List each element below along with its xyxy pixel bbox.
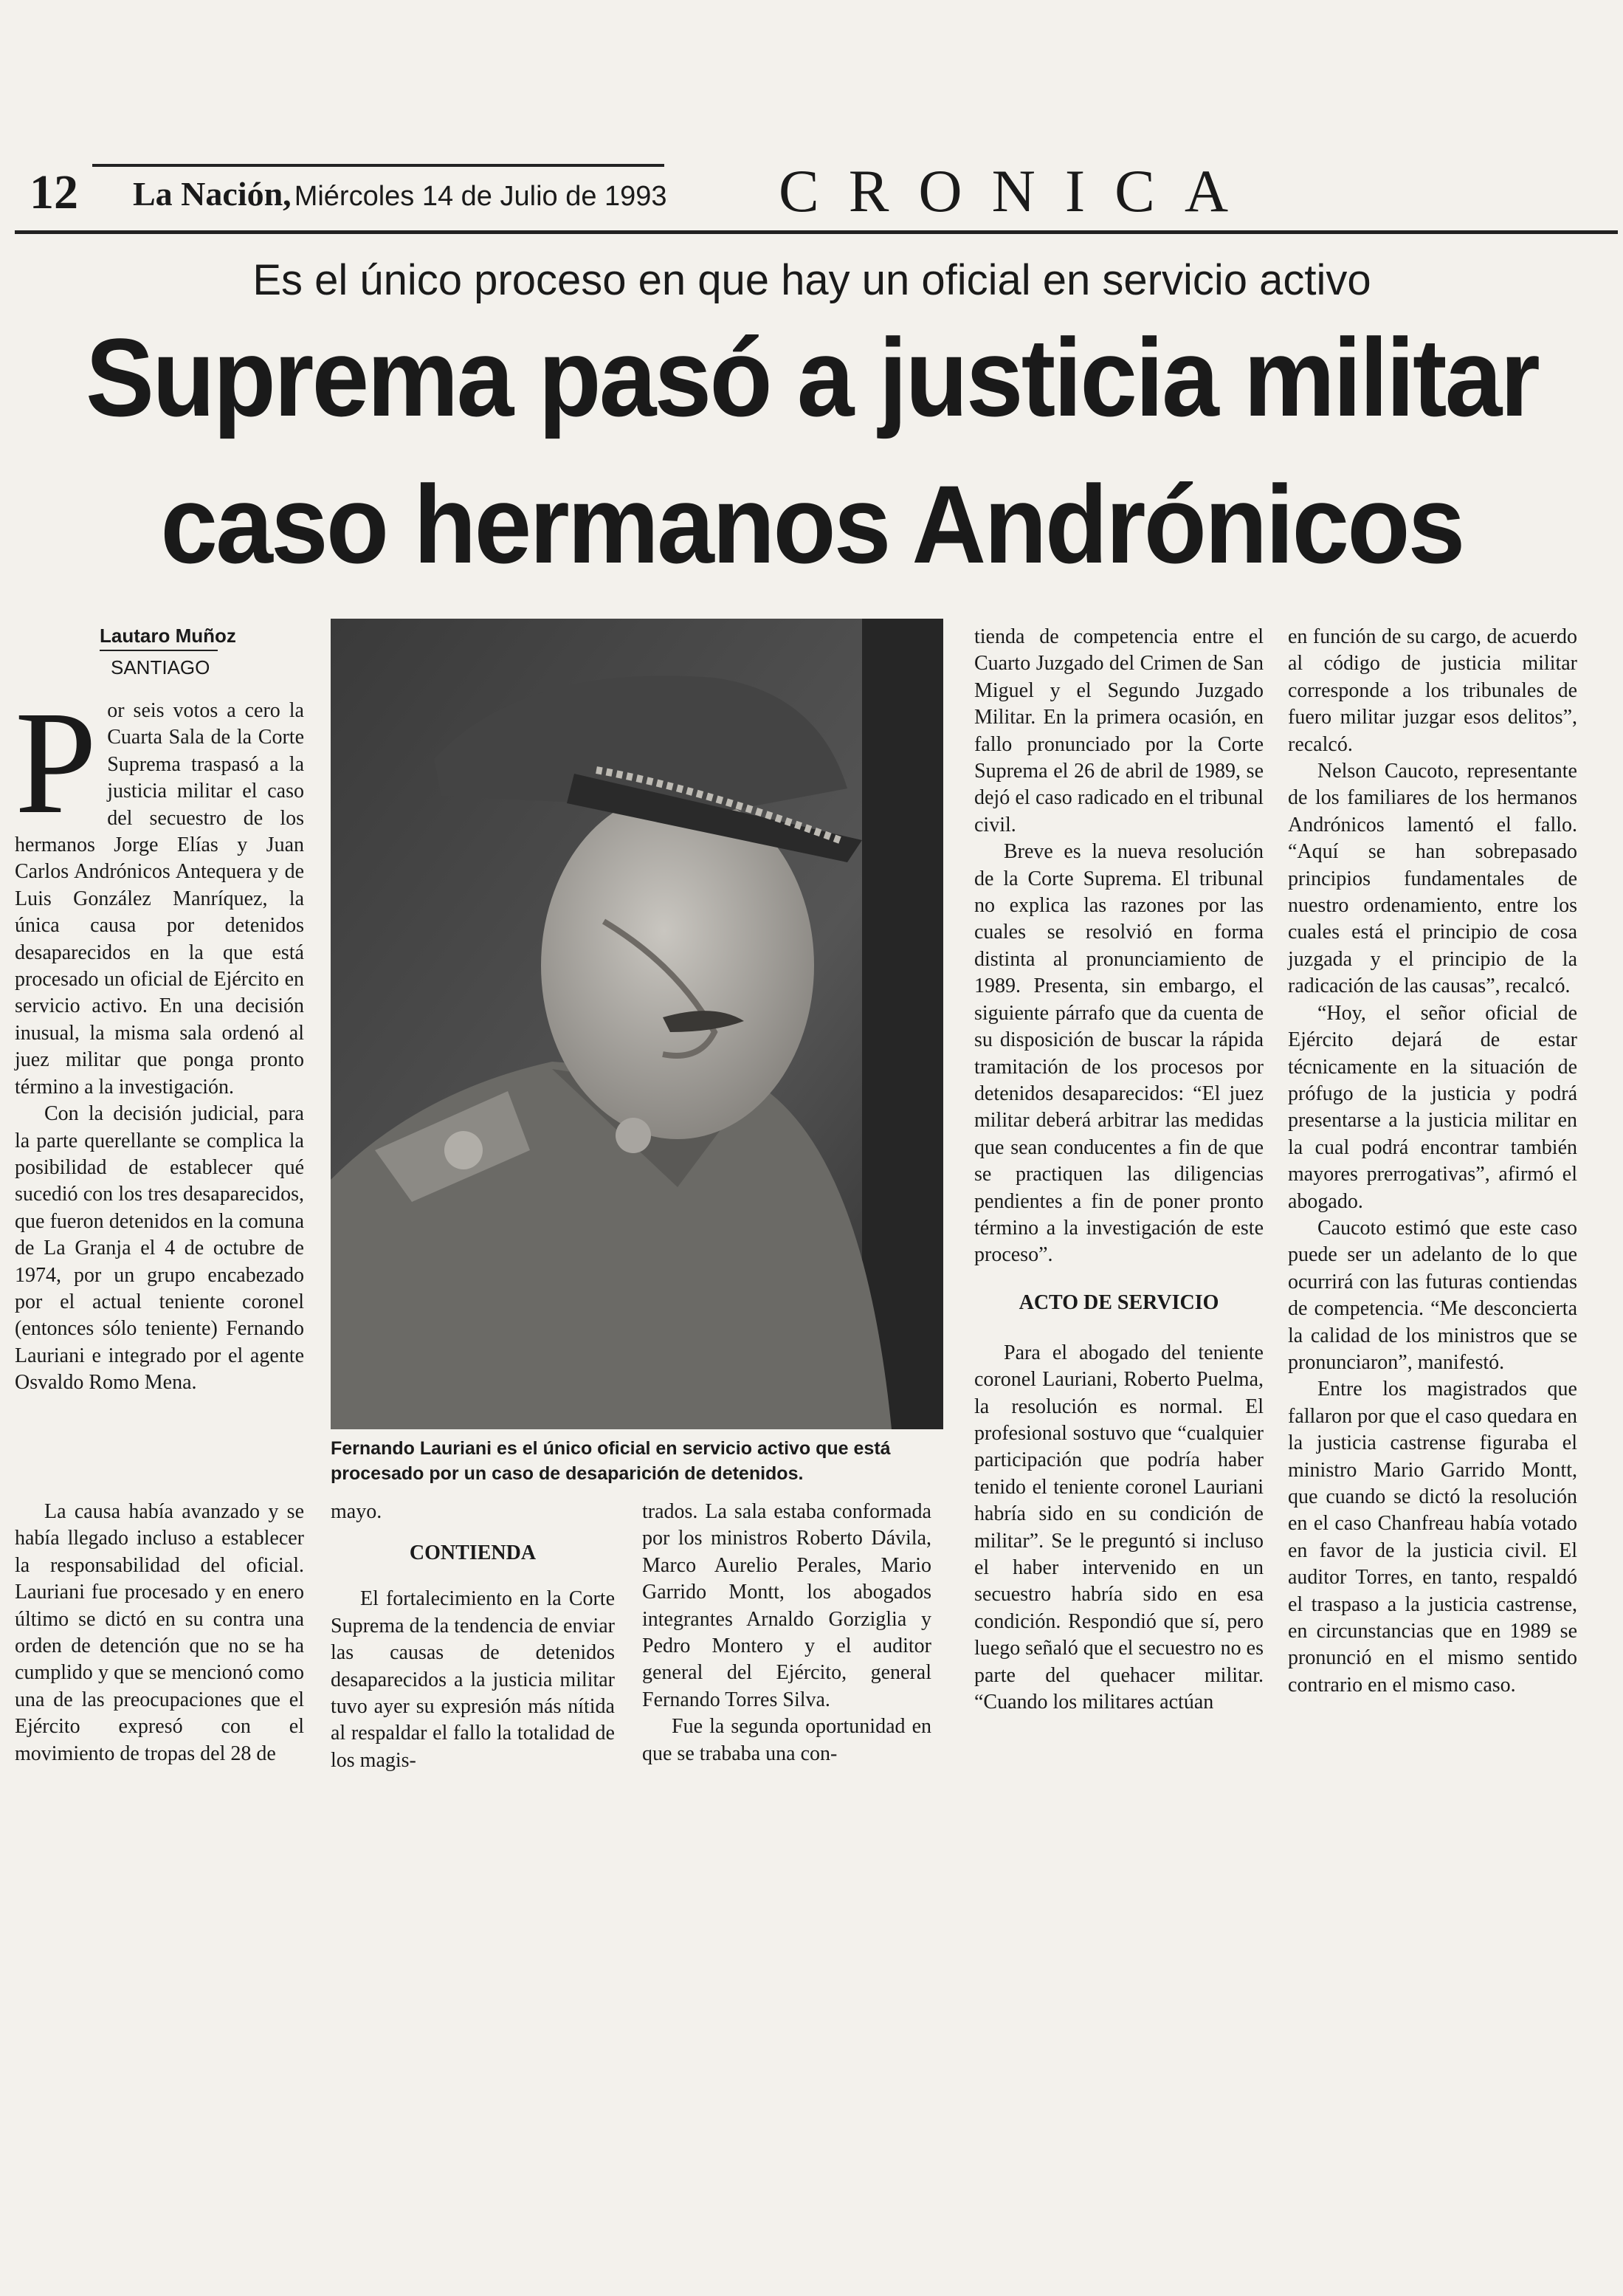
subhead-contienda: CONTIENDA (409, 1541, 537, 1565)
headline-line-2: caso hermanos Andrónicos (160, 462, 1464, 586)
paragraph: “Hoy, el señor oficial de Ejército dejará de estar técnicamente en la situación de prófugo de la justicia y podrá presentarse a la justicia militar en la cual podrá encontrar también mayores prerrogativas”, afirmó el abogado. (1288, 1001, 1577, 1213)
byline-place: SANTIAGO (111, 656, 210, 678)
officer-portrait-image (331, 619, 943, 1429)
issue-date: Miércoles 14 de Julio de 1993 (294, 181, 667, 212)
column-1-top (15, 681, 304, 1397)
paragraph: or seis votos a cero la Cuarta Sala de la Corte Suprema traspasó a la justicia militar el caso del secuestro de los hermanos Jorge Elías y Juan Carlos Andrónicos Antequera y de Luis González Manríquez, la única causa por detenidos desaparecidos en la que está procesado un oficial de Ejército en servicio activo. En una decisión inusual, la misma sala ordenó al juez militar que ponga pronto término a la investigación. (15, 699, 304, 1099)
section-name: CRONICA (779, 157, 1258, 224)
paragraph: Entre los magistrados que fallaron por que el caso quedara en la justicia castrense figuraba el ministro Mario Garrido Montt, que cuando se dictó la resolución en el caso Chanfreau había votado en favor de la justicia civil. El auditor Torres, en tanto, respaldó el traspaso a la justicia castrense, en circunstancias que en 1989 se pronunció en el mismo sentido contrario en el mismo caso. (1288, 1378, 1577, 1697)
paragraph: trados. La sala estaba conformada por los ministros Roberto Dávila, Marco Aurelio Perales, Mario Garrido Montt, los abogados integrantes Arnaldo Gorziglia y Pedro Montero y el auditor general del Ejército, general Fernando Torres Silva. (642, 1500, 931, 1711)
byline-author: Lautaro Muñoz (100, 625, 236, 647)
paragraph: Nelson Caucoto, representante de los familiares de los hermanos Andrónicos lamentó el fallo. “Aquí se han sobrepasado principios fundamentales de nuestro ordenamiento, entre los cuales está el principio de cosa juzgada y el principio de la radicación de las causas”, recalcó. (1288, 760, 1577, 998)
column-1-bottom (15, 1499, 304, 1767)
column-3 (642, 1499, 931, 1767)
masthead-bottom-rule (15, 230, 1618, 234)
kicker: Es el único proceso en que hay un oficial en servicio activo (252, 256, 1371, 304)
page-number: 12 (30, 165, 78, 219)
paragraph: El fortalecimiento en la Corte Suprema de la tendencia de enviar las causas de detenidos desaparecidos a la justicia militar tuvo ayer su expresión más nítida al respaldar el fallo la totalidad de los magis- (331, 1587, 615, 1772)
paper-name: La Nación, (133, 175, 292, 213)
paragraph: Con la decisión judicial, para la parte querellante se complica la posibilidad de establecer qué sucedió con los tres desaparecidos, que fueron detenidos en la comuna de La Granja el 4 de octubre de 1974, por un grupo encabezado por el actual teniente coronel (entonces sólo teniente) Fernando Lauriani e integrado por el agente Osvaldo Romo Mena. (15, 1102, 304, 1395)
byline-rule (100, 650, 218, 651)
column-5 (1288, 624, 1577, 1699)
paragraph: La causa había avanzado y se había llegado incluso a establecer la responsabilidad del oficial. Lauriani fue procesado y en enero último se dictó en su contra una orden de detención que no se ha cumplido y que se mencionó como una de las preocupaciones que el Ejército expresó con el movimiento de tropas del 28 de (15, 1500, 304, 1765)
column-4 (974, 624, 1264, 1716)
paragraph: Caucoto estimó que este caso puede ser un adelanto de lo que ocurrirá con las futuras contiendas de competencia. “Me desconcierta la calidad de los ministros que se pronunciaron”, manifestó. (1288, 1216, 1577, 1374)
headline-line-1: Suprema pasó a justicia militar (85, 315, 1538, 439)
officer-photo (331, 619, 943, 1429)
column-2 (331, 1499, 615, 1774)
paragraph: Fue la segunda oportunidad en que se trababa una con- (642, 1715, 931, 1765)
paragraph: Breve es la nueva resolución de la Corte Suprema. El tribunal no explica las razones por las cuales se resolvió en forma distinta al pronunciamiento de 1989. Presenta, sin embargo, el siguiente párrafo que da cuenta de su disposición de buscar la rápida tramitación de los procesos por detenidos desaparecidos: “El juez militar deberá arbitrar las medidas que sean conducentes a fin de que se practiquen las diligencias pendientes a fin de poner pronto término a la investigación de este proceso”. (974, 840, 1264, 1267)
paragraph: tienda de competencia entre el Cuarto Juzgado del Crimen de San Miguel y el Segundo Juzgado Militar. En la primera ocasión, en fallo pronunciado por la Corte Suprema el 26 de abril de 1989, se dejó el caso radicado en el tribunal civil. (974, 625, 1264, 836)
paragraph: mayo. (331, 1500, 382, 1523)
photo-caption: Fernando Lauriani es el único oficial en servicio activo que está procesado por un caso de desaparición de detenidos. (331, 1438, 891, 1484)
drop-cap: P (15, 681, 97, 845)
masthead-paper-date (133, 176, 667, 215)
masthead-top-rule (92, 164, 664, 167)
paragraph: Para el abogado del teniente coronel Lauriani, Roberto Puelma, la resolución es normal. El profesional sostuvo que “cualquier participación que podría haber tenido el teniente coronel Lauriani habría sido en su condición de militar”. Se le preguntó si incluso el haber intervenido en un secuestro habría sido en esa condición. Respondió que sí, pero luego señaló que el secuestro no es parte del quehacer militar. “Cuando los militares actúan (974, 1341, 1264, 1714)
subhead-acto-de-servicio: ACTO DE SERVICIO (1019, 1290, 1219, 1314)
paragraph: en función de su cargo, de acuerdo al código de justicia militar corresponde a los tribunales de fuero militar juzgar esos delitos”, recalcó. (1288, 625, 1577, 756)
